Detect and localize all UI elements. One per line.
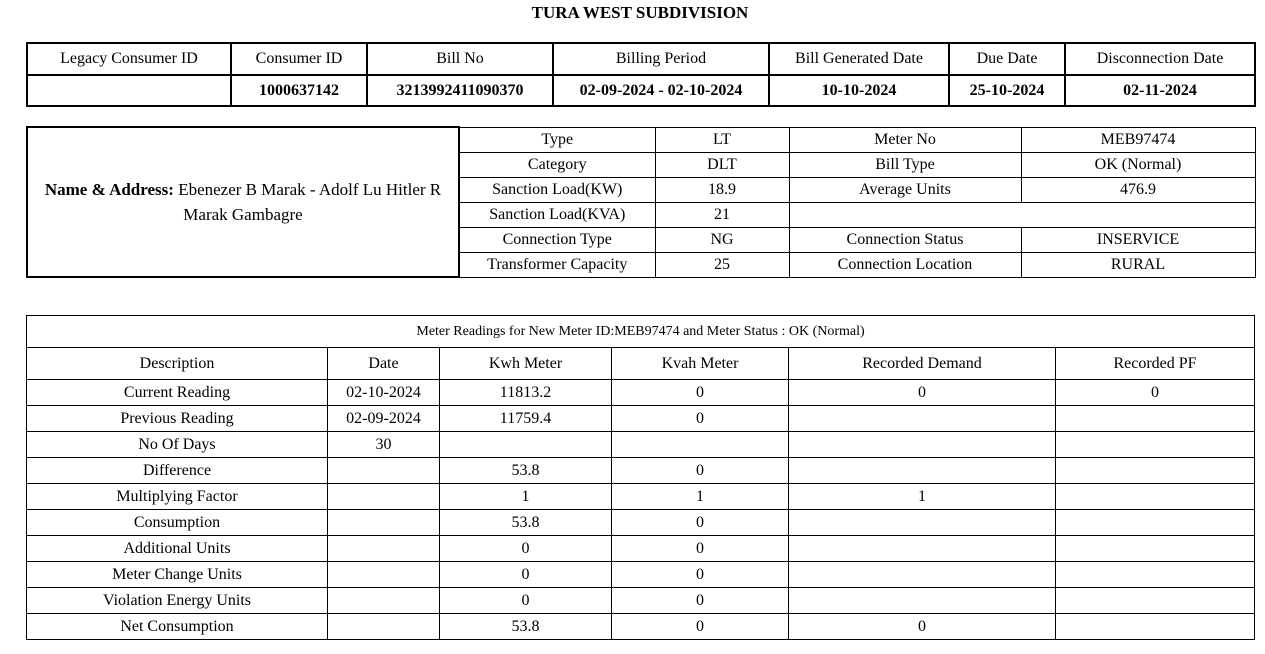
reading-cell-date <box>328 510 440 536</box>
legacy-consumer-id-value <box>27 75 231 106</box>
sanction-load-kva-value: 21 <box>655 202 789 227</box>
reading-cell-kwh: 53.8 <box>440 510 612 536</box>
reading-cell-date: 02-09-2024 <box>328 406 440 432</box>
type-value: LT <box>655 127 789 152</box>
readings-header-row <box>27 348 1255 380</box>
type-label: Type <box>459 127 655 152</box>
reading-cell-recorded-pf <box>1056 510 1255 536</box>
table-row <box>27 536 1255 562</box>
reading-cell-kwh: 11813.2 <box>440 380 612 406</box>
col-recorded-pf: Recorded PF <box>1056 348 1255 380</box>
reading-cell-description: Meter Change Units <box>27 562 328 588</box>
reading-cell-kvah: 0 <box>612 562 789 588</box>
reading-cell-kwh: 53.8 <box>440 458 612 484</box>
reading-cell-kvah: 0 <box>612 510 789 536</box>
reading-cell-kwh: 0 <box>440 536 612 562</box>
table-row <box>27 484 1255 510</box>
reading-cell-recorded-demand: 0 <box>789 380 1056 406</box>
connection-status-label: Connection Status <box>789 227 1021 252</box>
reading-cell-kwh: 0 <box>440 562 612 588</box>
reading-cell-date <box>328 562 440 588</box>
readings-body <box>27 380 1255 640</box>
disconnection-date-value: 02-11-2024 <box>1065 75 1255 106</box>
reading-cell-kwh: 11759.4 <box>440 406 612 432</box>
reading-cell-description: No Of Days <box>27 432 328 458</box>
reading-cell-description: Current Reading <box>27 380 328 406</box>
reading-cell-recorded-pf <box>1056 562 1255 588</box>
col-kvah-meter: Kvah Meter <box>612 348 789 380</box>
category-value: DLT <box>655 152 789 177</box>
connection-location-value: RURAL <box>1021 252 1255 277</box>
reading-cell-recorded-pf <box>1056 536 1255 562</box>
transformer-capacity-value: 25 <box>655 252 789 277</box>
sanction-load-kw-value: 18.9 <box>655 177 789 202</box>
reading-cell-kvah: 0 <box>612 536 789 562</box>
table-row <box>27 562 1255 588</box>
header-disconnection-date: Disconnection Date <box>1065 43 1255 75</box>
table-row <box>27 510 1255 536</box>
header-bill-generated-date: Bill Generated Date <box>769 43 949 75</box>
reading-cell-kvah: 0 <box>612 588 789 614</box>
table-row <box>27 380 1255 406</box>
header-consumer-id: Consumer ID <box>231 43 367 75</box>
average-units-label: Average Units <box>789 177 1021 202</box>
table-row <box>27 458 1255 484</box>
reading-cell-recorded-pf <box>1056 484 1255 510</box>
col-date: Date <box>328 348 440 380</box>
reading-cell-kwh: 1 <box>440 484 612 510</box>
reading-cell-recorded-pf: 0 <box>1056 380 1255 406</box>
meter-no-value: MEB97474 <box>1021 127 1255 152</box>
reading-cell-description: Additional Units <box>27 536 328 562</box>
reading-cell-date <box>328 536 440 562</box>
reading-cell-date <box>328 484 440 510</box>
table-row <box>27 588 1255 614</box>
reading-cell-recorded-demand <box>789 432 1056 458</box>
table-row <box>27 614 1255 640</box>
reading-cell-recorded-pf <box>1056 406 1255 432</box>
meter-no-label: Meter No <box>789 127 1021 152</box>
reading-cell-kvah: 0 <box>612 458 789 484</box>
reading-cell-recorded-pf <box>1056 458 1255 484</box>
reading-cell-recorded-pf <box>1056 614 1255 640</box>
page-title: TURA WEST SUBDIVISION <box>531 3 749 22</box>
reading-cell-recorded-demand <box>789 588 1056 614</box>
reading-cell-recorded-demand <box>789 562 1056 588</box>
table-row <box>27 432 1255 458</box>
bill-type-label: Bill Type <box>789 152 1021 177</box>
reading-cell-description: Violation Energy Units <box>27 588 328 614</box>
header-billing-period: Billing Period <box>553 43 769 75</box>
consumer-id-value: 1000637142 <box>231 75 367 106</box>
blank-cell <box>789 202 1255 227</box>
due-date-value: 25-10-2024 <box>949 75 1065 106</box>
connection-status-value: INSERVICE <box>1021 227 1255 252</box>
reading-cell-kwh: 53.8 <box>440 614 612 640</box>
bill-no-value: 3213992411090370 <box>367 75 553 106</box>
reading-cell-kwh: 0 <box>440 588 612 614</box>
reading-cell-recorded-pf <box>1056 588 1255 614</box>
reading-cell-kvah: 0 <box>612 380 789 406</box>
bill-header-table <box>26 42 1256 107</box>
connection-type-label: Connection Type <box>459 227 655 252</box>
sanction-load-kw-label: Sanction Load(KW) <box>459 177 655 202</box>
bill-generated-date-value: 10-10-2024 <box>769 75 949 106</box>
reading-cell-recorded-demand: 0 <box>789 614 1056 640</box>
table-row <box>27 406 1255 432</box>
bill-values-row <box>27 75 1255 106</box>
reading-cell-recorded-pf <box>1056 432 1255 458</box>
col-description: Description <box>27 348 328 380</box>
average-units-value: 476.9 <box>1021 177 1255 202</box>
transformer-capacity-label: Transformer Capacity <box>459 252 655 277</box>
category-label: Category <box>459 152 655 177</box>
reading-cell-kvah: 1 <box>612 484 789 510</box>
reading-cell-date: 30 <box>328 432 440 458</box>
name-address-value: Ebenezer B Marak - Adolf Lu Hitler R Marak Gambagre <box>178 180 442 224</box>
reading-cell-description: Multiplying Factor <box>27 484 328 510</box>
reading-cell-description: Consumption <box>27 510 328 536</box>
sanction-load-kva-label: Sanction Load(KVA) <box>459 202 655 227</box>
reading-cell-recorded-demand <box>789 406 1056 432</box>
reading-cell-date <box>328 458 440 484</box>
col-recorded-demand: Recorded Demand <box>789 348 1056 380</box>
reading-cell-recorded-demand <box>789 510 1056 536</box>
reading-cell-description: Difference <box>27 458 328 484</box>
connection-type-value: NG <box>655 227 789 252</box>
reading-cell-date <box>328 588 440 614</box>
header-due-date: Due Date <box>949 43 1065 75</box>
reading-cell-kwh <box>440 432 612 458</box>
reading-cell-date: 02-10-2024 <box>328 380 440 406</box>
reading-cell-kvah <box>612 432 789 458</box>
header-legacy-consumer-id: Legacy Consumer ID <box>27 43 231 75</box>
reading-cell-recorded-demand <box>789 536 1056 562</box>
header-bill-no: Bill No <box>367 43 553 75</box>
reading-cell-kvah: 0 <box>612 406 789 432</box>
name-address-cell <box>27 127 459 277</box>
reading-cell-recorded-demand <box>789 458 1056 484</box>
bill-header-row <box>27 43 1255 75</box>
reading-cell-description: Net Consumption <box>27 614 328 640</box>
reading-cell-kvah: 0 <box>612 614 789 640</box>
consumer-details-table <box>26 126 1256 278</box>
col-kwh-meter: Kwh Meter <box>440 348 612 380</box>
reading-cell-date <box>328 614 440 640</box>
bill-type-value: OK (Normal) <box>1021 152 1255 177</box>
billing-period-value: 02-09-2024 - 02-10-2024 <box>553 75 769 106</box>
reading-cell-description: Previous Reading <box>27 406 328 432</box>
connection-location-label: Connection Location <box>789 252 1021 277</box>
name-address-label: Name & Address: <box>44 180 174 199</box>
meter-readings-caption: Meter Readings for New Meter ID:MEB97474 and Meter Status : OK (Normal) <box>27 316 1255 348</box>
reading-cell-recorded-demand: 1 <box>789 484 1056 510</box>
meter-readings-table <box>26 315 1255 640</box>
